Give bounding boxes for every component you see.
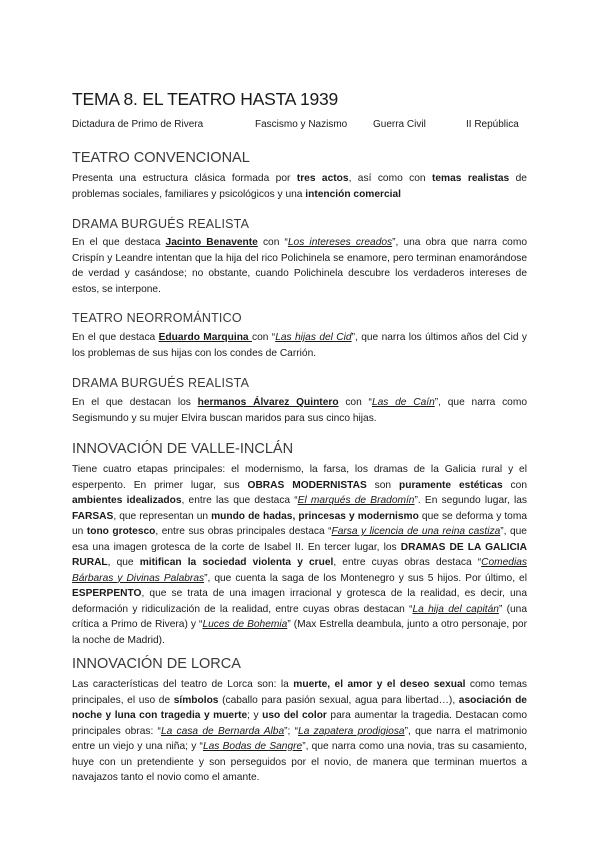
paragraph-lorca: Las características del teatro de Lorca son: la muerte, el amor y el deseo sexual como temas principales, el uso de símbolos (caballo para pasión sexual, agua para libertad…), asociación de noche y luna con tragedia y muerte; y uso del color para aumentar la tragedia. Destacan como principales obras: “La casa de Bernarda Alba”; “La zapatera prodigiosa”, que narra el matrimonio entre un viejo y una niña; y “Las Bodas de Sangre”, que narra como una novia, tras su casamiento, huye con un pretendiente y son perseguidos por el novio, de manera que terminan muertos a navajazos tanto el novio como el amante. bbox=[72, 679, 528, 783]
subtitle-guerra-civil: Guerra Civil bbox=[373, 119, 426, 130]
work-hijas-del-cid: Las hijas del Cid bbox=[275, 332, 352, 343]
paragraph-teatro-neorromantico: En el que destaca Eduardo Marquina con “Las hijas del Cid”, que narra los últimos años del Cid y los problemas de sus hijas con los condes de Carrión. bbox=[72, 332, 528, 359]
paragraph-teatro-convencional: Presenta una estructura clásica formada por tres actos, así como con temas realistas de problemas sociales, familiares y psicológicos y una intención comercial bbox=[72, 173, 527, 200]
work-casa-bernarda-alba: La casa de Bernarda Alba bbox=[160, 725, 285, 737]
heading-teatro-neorromantico: TEATRO NEORROMÁNTICO bbox=[72, 311, 242, 325]
work-farsa-licencia: Farsa y licencia de una reina castiza bbox=[331, 526, 501, 537]
paragraph-drama-burgues-2: En el que destacan los hermanos Álvarez Quintero con “Las de Caín”, que narra como Segismundo y su mujer Elvira buscan maridos para sus cinco hijas. bbox=[72, 397, 528, 424]
work-bodas-de-sangre: Las Bodas de Sangre bbox=[202, 741, 303, 752]
work-intereses-creados: Los intereses creados bbox=[287, 237, 393, 248]
work-hija-del-capitan: La hija del capitán bbox=[412, 603, 499, 615]
heading-teatro-convencional: TEATRO CONVENCIONAL bbox=[72, 150, 250, 166]
work-marques-bradomin: El marqués de Bradomín bbox=[297, 495, 415, 506]
subtitle-row bbox=[72, 119, 527, 133]
paragraph-valle-inclan: Tiene cuatro etapas principales: el modernismo, la farsa, los dramas de la Galicia rural y el esperpento. En primer lugar, sus OBRAS MODERNISTAS son puramente estéticas con ambientes idealizados, entre las que destaca “El marqués de Bradomín”. En segundo lugar, las FARSAS, que representan un mundo de hadas, princesas y modernismo que se deforma y toma un tono grotesco, entre sus obras principales destaca “Farsa y licencia de una reina castiza”, que esa una imagen grotesca de la corte de Isabel II. En tercer lugar, los DRAMAS DE LA GALICIA RURAL, que mitifican la sociedad violenta y cruel, entre cuyas obras destaca “Comedias Bárbaras y Divinas Palabras”, que cuenta la saga de los Montenegro y sus 5 hijos. Por último, el ESPERPENTO, que se trata de una imagen irracional y grotesca de la realidad, es decir, una deformación y ridiculización de la realidad, entre cuyas obras destacan “La hija del capitán” (una crítica a Primo de Rivera) y “Luces de Bohemia” (Max Estrella deambula, junto a otro personaje, por la noche de Madrid). bbox=[72, 464, 528, 646]
heading-lorca: INNOVACIÓN DE LORCA bbox=[72, 656, 241, 672]
heading-drama-burgues-2: DRAMA BURGUÉS REALISTA bbox=[72, 376, 250, 390]
work-zapatera-prodigiosa: La zapatera prodigiosa bbox=[298, 725, 405, 737]
document-title: TEMA 8. EL TEATRO HASTA 1939 bbox=[72, 89, 339, 109]
heading-drama-burgues-1: DRAMA BURGUÉS REALISTA bbox=[72, 217, 250, 231]
work-luces-de-bohemia: Luces de Bohemia bbox=[202, 619, 288, 630]
heading-valle-inclan: INNOVACIÓN DE VALLE-INCLÁN bbox=[72, 441, 294, 457]
subtitle-fascismo: Fascismo y Nazismo bbox=[255, 119, 348, 130]
paragraph-drama-burgues-1: En el que destaca Jacinto Benavente con “Los intereses creados”, una obra que narra como Crispín y Leandre intentan que la hija del rico Polichinela se enamore, pero terminan enamorándose de verdad y casándose; no obstante, cuando Polichinela descubre los verdaderos intereses de estos, se interpone. bbox=[72, 237, 527, 295]
work-comedias-barbaras: Comedias Bárbaras y Divinas Palabras bbox=[72, 557, 527, 584]
author-marquina: Eduardo Marquina bbox=[158, 332, 252, 343]
author-benavente: Jacinto Benavente bbox=[165, 237, 258, 248]
subtitle-dictadura: Dictadura de Primo de Rivera bbox=[72, 119, 204, 130]
subtitle-republica: II República bbox=[466, 119, 519, 130]
author-alvarez-quintero: hermanos Álvarez Quintero bbox=[197, 397, 339, 408]
work-las-de-cain: Las de Caín bbox=[371, 397, 435, 408]
